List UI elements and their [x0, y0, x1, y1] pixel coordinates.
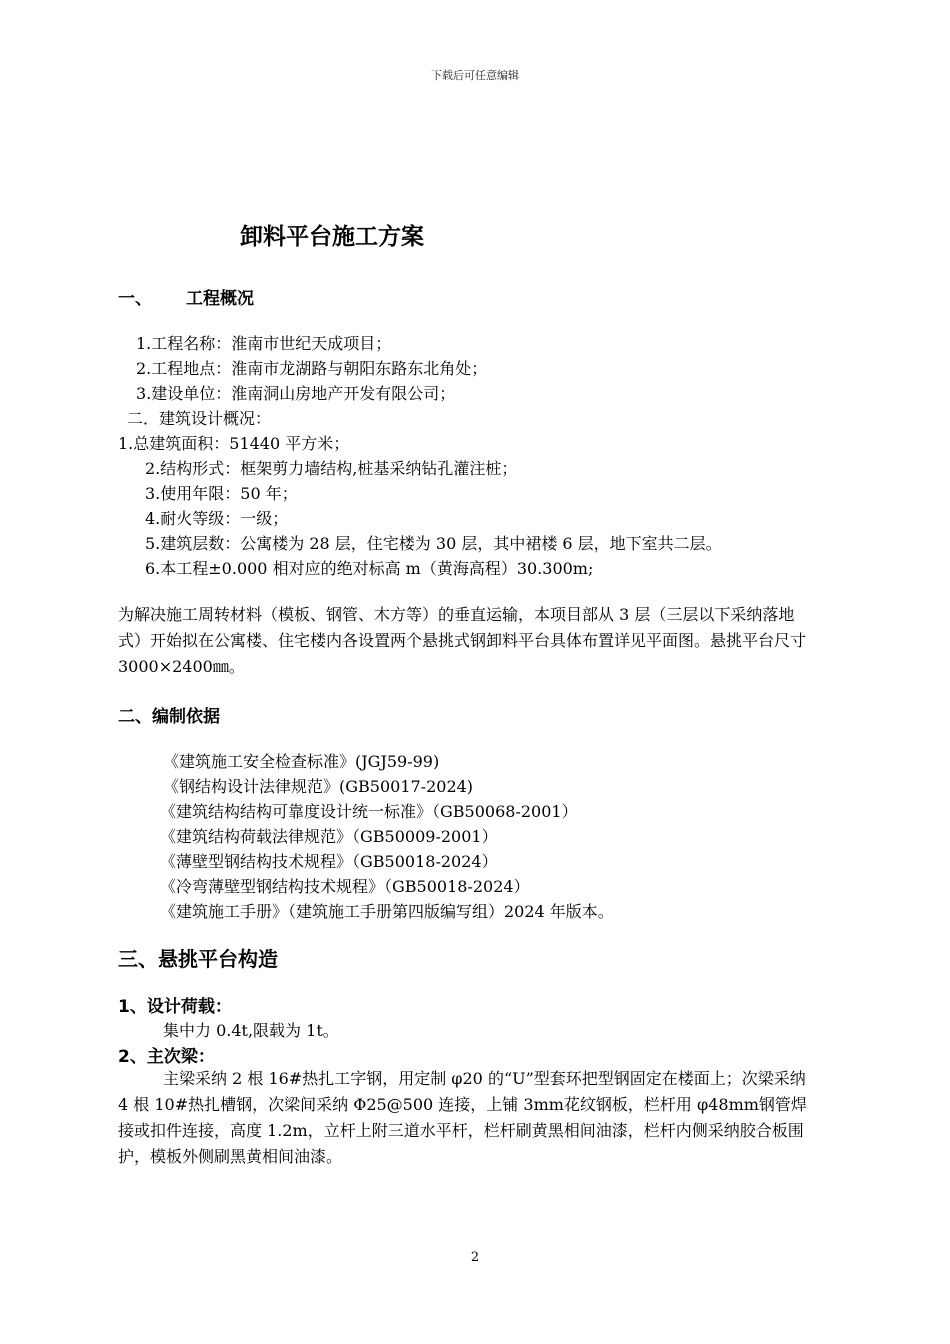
design-item: 4.耐火等级：一级；: [145, 509, 289, 528]
load-heading: 1、设计荷载：: [118, 997, 232, 1017]
reference-item: 《冷弯薄壁型钢结构技术规程》（GB50018-2024）: [160, 877, 530, 896]
transport-paragraph: 为解决施工周转材料（模板、钢管、木方等）的垂直运输，本项目部从 3 层（三层以下采纳落地式）开始拟在公寓楼、住宅楼内各设置两个悬挑式钢卸料平台具体布置详见平面图。悬挑平台尺寸 3000×2400㎜。: [118, 605, 807, 676]
reference-item: 《建筑结构荷载法律规范》（GB50009-2001）: [160, 827, 498, 846]
beam-heading: 2、主次梁：: [118, 1047, 215, 1067]
project-item: 2.工程地点：淮南市龙湖路与朝阳东路东北角处；: [136, 359, 488, 378]
design-item: 2.结构形式：框架剪力墙结构,桩基采纳钻孔灌注桩；: [145, 459, 518, 478]
beam-paragraph: 主梁采纳 2 根 16#热扎工字钢，用定制 φ20 的“U”型套环把型钢固定在楼面上；次梁采纳 4 根 10#热扎槽钢，次梁间采纳 Φ25@500 连接，上铺 3mm花纹钢板，栏杆用 φ48mm钢管焊接或扣件连接，高度 1.2m，立杆上附三道水平杆，栏杆刷黄黑相间油漆，栏杆内侧采纳胶合板围护，模板外侧刷黑黄相间油漆。: [118, 1069, 807, 1166]
reference-item: 《薄壁型钢结构技术规程》（GB50018-2024）: [160, 852, 498, 871]
design-item: 6.本工程±0.000 相对应的绝对标高 m（黄海高程）30.300m;: [145, 559, 594, 578]
reference-item: 《建筑施工手册》（建筑施工手册第四版编写组）2024 年版本。: [160, 902, 614, 921]
reference-item: 《建筑结构结构可靠度设计统一标准》（GB50068-2001）: [160, 802, 578, 821]
section-1-number: 一、: [118, 289, 152, 309]
load-text: 集中力 0.4t,限载为 1t。: [163, 1021, 339, 1040]
document-title: 卸料平台施工方案: [240, 224, 424, 250]
page-header: 下载后可任意编辑: [431, 69, 519, 82]
project-item: 1.工程名称：淮南市世纪天成项目；: [136, 334, 392, 353]
project-item: 3.建设单位：淮南洞山房地产开发有限公司；: [136, 384, 456, 403]
reference-item: 《钢结构设计法律规范》(GB50017-2024): [163, 777, 474, 796]
design-item: 1.总建筑面积：51440 平方米；: [118, 434, 350, 453]
design-item: 3.使用年限：50 年；: [145, 484, 298, 503]
reference-item: 《建筑施工安全检查标准》(JGJ59-99): [163, 752, 440, 771]
section-1-heading: 工程概况: [186, 289, 254, 309]
section-2-heading: 二、编制依据: [118, 707, 220, 727]
section-3-heading: 三、悬挑平台构造: [118, 947, 278, 971]
page-number: 2: [470, 1250, 480, 1265]
design-item: 5.建筑层数：公寓楼为 28 层，住宅楼为 30 层，其中裙楼 6 层，地下室共二层。: [145, 534, 722, 553]
design-subheading: 二．建筑设计概况：: [127, 409, 272, 428]
